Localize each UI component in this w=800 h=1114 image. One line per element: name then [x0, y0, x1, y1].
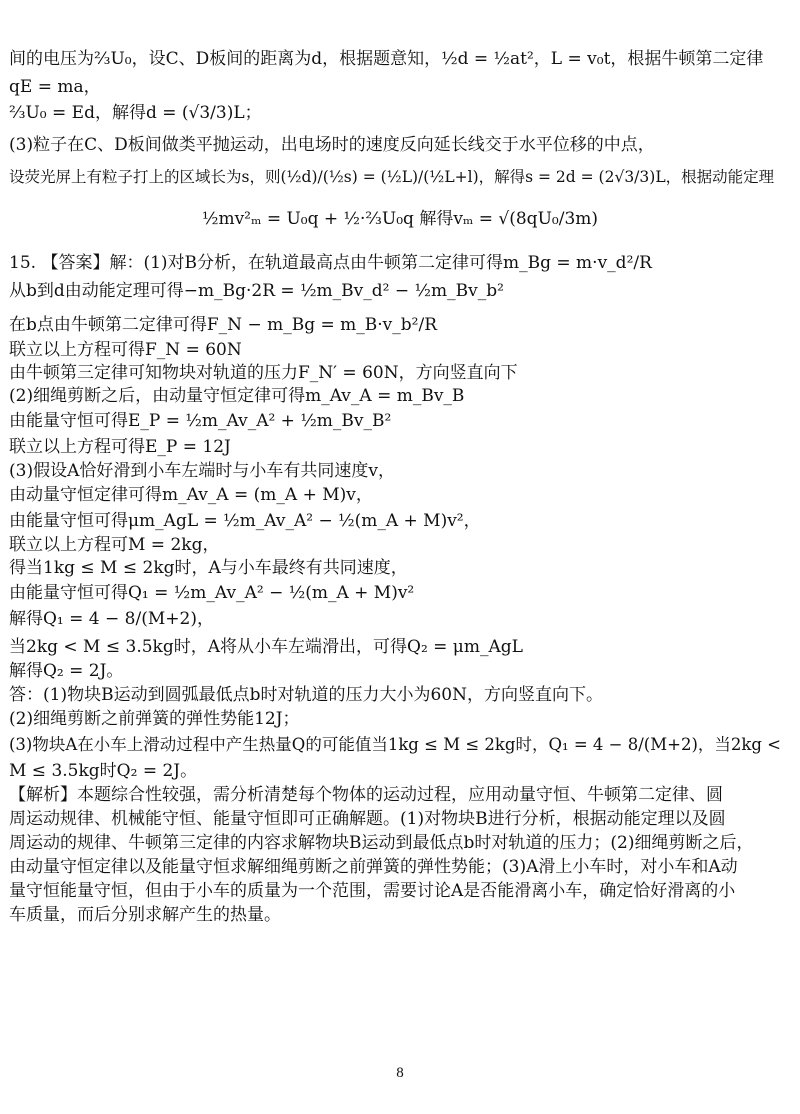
- text-line: 联立以上方程可M = 2kg，: [9, 535, 220, 555]
- text-line: 由能量守恒可得Q₁ = ½m_Av_A² − ½(m_A + M)v²: [9, 583, 415, 603]
- text-line: 间的电压为⅔U₀，设C、D板间的距离为d，根据题意知，½d = ½at²，L = v₀t，根据牛顿第二定律: [9, 49, 764, 69]
- text-line: ⅔U₀ = Ed，解得d = (√3/3)L；: [9, 103, 262, 123]
- text-line: (3)假设A恰好滑到小车左端时与小车有共同速度v，: [9, 461, 395, 481]
- analysis-line: 【解析】本题综合性较强，需分析清楚每个物体的运动过程，应用动量守恒、牛顿第二定律、圆: [9, 785, 723, 805]
- text-line: 联立以上方程可得E_P = 12J: [9, 437, 231, 457]
- text-line: (3)粒子在C、D板间做类平抛运动，出电场时的速度反向延长线交于水平位移的中点，: [9, 135, 655, 155]
- analysis-line: 车质量，而后分别求解产生的热量。: [9, 905, 281, 925]
- text-line: (2)细绳剪断之后，由动量守恒定律可得m_Av_A = m_Bv_B: [9, 386, 465, 406]
- text-line: 由动量守恒定律可得m_Av_A = (m_A + M)v，: [9, 485, 373, 505]
- answer-line: (3)物块A在小车上滑动过程中产生热量Q的可能值当1kg ≤ M ≤ 2kg时，Q₁ = 4 − 8/(M+2)，当2kg <: [9, 735, 782, 754]
- text-line: 当2kg < M ≤ 3.5kg时，A将从小车左端滑出，可得Q₂ = μm_AgL: [9, 637, 523, 657]
- text-line: 设荧光屏上有粒子打上的区域长为s，则(½d)/(½s) = (½L)/(½L+l)，解得s = 2d = (2√3/3)L，根据动能定理: [9, 168, 775, 186]
- text-line: 得当1kg ≤ M ≤ 2kg时，A与小车最终有共同速度，: [9, 558, 408, 578]
- text-line: 由能量守恒可得μm_AgL = ½m_Av_A² − ½(m_A + M)v²，: [9, 511, 481, 531]
- text-line: qE = ma，: [9, 77, 101, 97]
- answer-line: M ≤ 3.5kg时Q₂ = 2J。: [9, 761, 198, 781]
- text-line: 在b点由牛顿第二定律可得F_N − m_Bg = m_B·v_b²/R: [9, 315, 437, 335]
- analysis-line: 周运动的规律、牛顿第三定律的内容求解物块B运动到最低点b时对轨道的压力；(2)细绳剪断之后，: [9, 833, 754, 853]
- text-line: 从b到d由动能定理可得−m_Bg·2R = ½m_Bv_d² − ½m_Bv_b²: [9, 281, 504, 301]
- text-line: 解得Q₂ = 2J。: [9, 661, 124, 681]
- text-line: 解得Q₁ = 4 − 8/(M+2)，: [9, 609, 214, 629]
- text-line: 由能量守恒可得E_P = ½m_Av_A² + ½m_Bv_B²: [9, 411, 392, 431]
- text-line: 联立以上方程可得F_N = 60N: [9, 340, 242, 360]
- text-line: 由牛顿第三定律可知物块对轨道的压力F_N′ = 60N，方向竖直向下: [9, 363, 518, 383]
- answer-line: 答：(1)物块B运动到圆弧最低点b时对轨道的压力大小为60N，方向竖直向下。: [9, 685, 603, 705]
- analysis-line: 由动量守恒定律以及能量守恒求解细绳剪断之前弹簧的弹性势能；(3)A滑上小车时，对小车和A动: [9, 857, 738, 877]
- page-number: 8: [396, 1065, 404, 1081]
- section-heading: 15. 【答案】解：(1)对B分析，在轨道最高点由牛顿第二定律可得m_Bg = m·v_d²/R: [9, 253, 652, 273]
- analysis-line: 周运动规律、机械能守恒、能量守恒即可正确解题。(1)对物块B进行分析，根据动能定理以及圆: [9, 809, 726, 829]
- equation-line: ½mv²ₘ = U₀q + ½·⅔U₀q 解得vₘ = √(8qU₀/3m): [201, 209, 599, 229]
- analysis-line: 量守恒能量守恒，但由于小车的质量为一个范围，需要讨论A是否能滑离小车，确定恰好滑离的小: [9, 881, 736, 901]
- answer-line: (2)细绳剪断之前弹簧的弹性势能12J；: [9, 709, 300, 729]
